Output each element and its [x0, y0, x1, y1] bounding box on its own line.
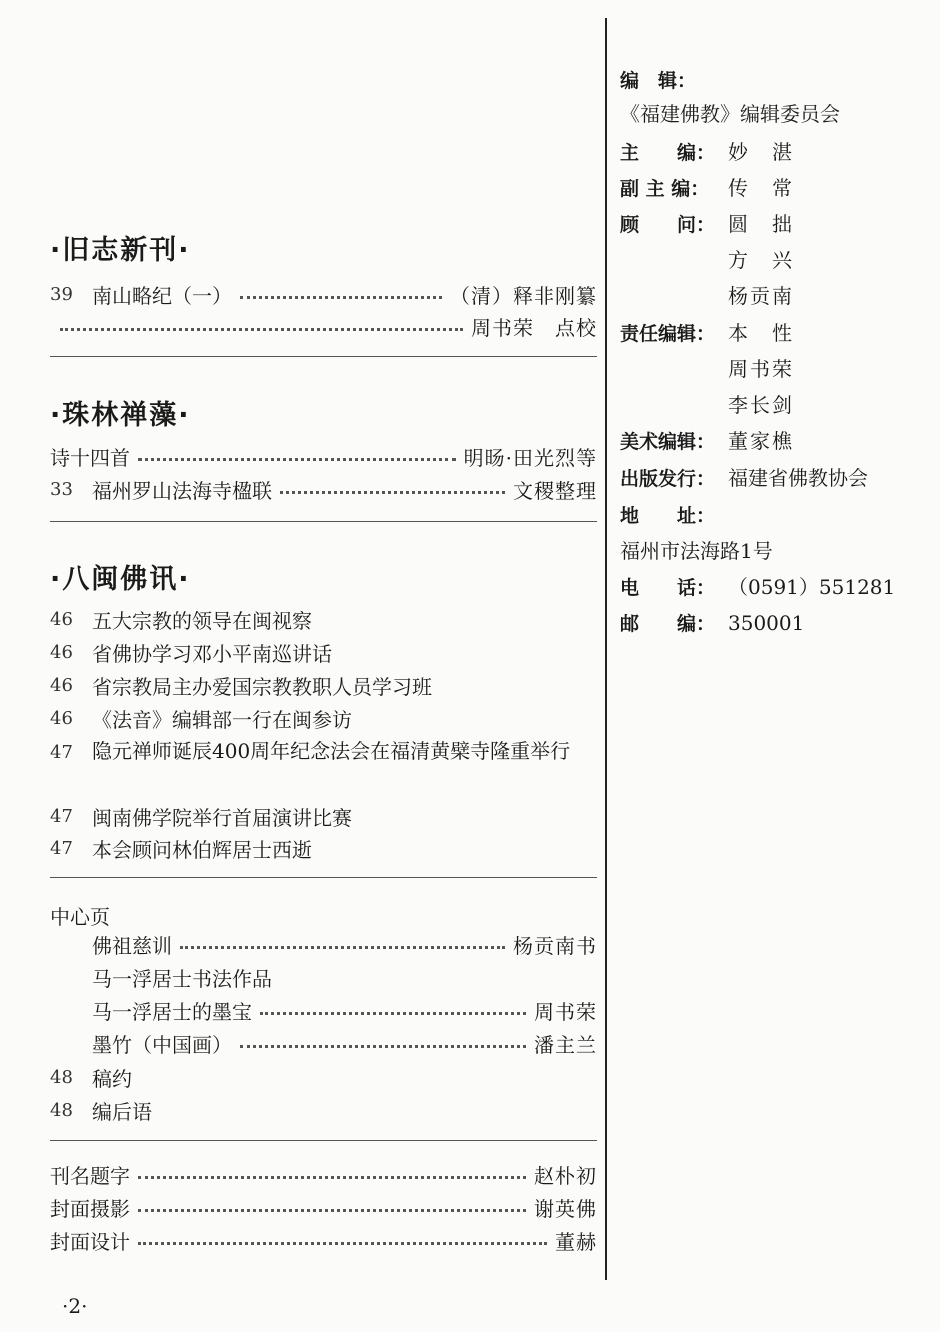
page-num: 46 [50, 608, 73, 630]
news-item [50, 637, 597, 667]
entry-title: 马一浮居士的墨宝 [92, 999, 252, 1024]
page-num: 47 [50, 837, 73, 859]
section-heading: ·旧志新刊· [50, 235, 191, 266]
zip-label: 邮 编： [620, 613, 716, 635]
entry-author: 潘主兰 [534, 1032, 597, 1057]
entry-title: 五大宗教的领导在闽视察 [92, 608, 312, 633]
toc-entry [50, 1062, 597, 1092]
entry-title: 编后语 [92, 1099, 152, 1124]
entry-title: 福州罗山法海寺楹联 [92, 478, 272, 503]
leader-dots [60, 328, 463, 331]
section-heading: ·珠林禅藻· [50, 400, 191, 431]
news-item [50, 833, 597, 863]
entry-title: 佛祖慈训 [92, 933, 172, 958]
divider [50, 877, 597, 878]
responsible-editor: 周书荣 [728, 357, 794, 381]
entry-title: 诗十四首 [50, 445, 130, 470]
deputy-editor: 传 常 [728, 176, 794, 200]
zip-code: 350001 [728, 611, 805, 635]
leader-dots [240, 296, 442, 299]
advisor-label: 顾 问： [620, 214, 716, 236]
entry-title: 刊名题字 [50, 1163, 130, 1188]
publisher-label: 出版发行： [620, 468, 716, 490]
responsible-editor-label: 责任编辑： [620, 323, 716, 345]
phone-label: 电 话： [620, 577, 716, 599]
page-num: 48 [50, 1099, 73, 1121]
toc-entry [50, 311, 597, 341]
phone: （0591）551281 [728, 575, 896, 599]
divider [50, 1140, 597, 1141]
credit-entry [50, 1159, 597, 1189]
page-number: ·2· [62, 1294, 88, 1318]
entry-title: 封面摄影 [50, 1196, 130, 1221]
entry-title: 封面设计 [50, 1229, 130, 1254]
toc-entry [50, 1095, 597, 1125]
leader-dots [180, 946, 505, 949]
entry-author: 文稷整理 [513, 478, 597, 503]
entry-title: 省佛协学习邓小平南巡讲话 [92, 641, 332, 666]
page-num: 46 [50, 641, 73, 663]
toc-entry [50, 279, 597, 309]
entry-author: （清）释非刚纂 [450, 283, 597, 308]
entry-title: 南山略纪（一） [92, 283, 232, 308]
editor-value: 《福建佛教》编辑委员会 [620, 102, 840, 126]
chief-editor: 妙 湛 [728, 140, 794, 164]
page-num: 46 [50, 674, 73, 696]
credit-entry [50, 1225, 597, 1255]
leader-dots [240, 1045, 526, 1048]
leader-dots [138, 1176, 526, 1179]
page-num: 47 [50, 805, 73, 827]
toc-entry [50, 1028, 597, 1058]
center-page-label: 中心页 [50, 905, 110, 929]
deputy-editor-label: 副 主 编： [620, 178, 710, 200]
divider [50, 521, 597, 522]
toc-entry [50, 474, 597, 504]
entry-author: 周书荣 点校 [471, 315, 597, 340]
responsible-editor: 李长剑 [728, 393, 794, 417]
news-item [50, 703, 597, 733]
art-editor: 董家樵 [728, 429, 794, 453]
advisor: 方 兴 [728, 248, 794, 272]
leader-dots [260, 1012, 526, 1015]
publisher: 福建省佛教协会 [728, 466, 868, 490]
entry-title: 隐元禅师诞辰400周年纪念法会在福清黄檗寺隆重举行 [92, 739, 571, 763]
column-divider [605, 18, 607, 1280]
entry-title: 《法音》编辑部一行在闽参访 [92, 707, 352, 732]
leader-dots [138, 1242, 547, 1245]
news-item [50, 670, 597, 700]
toc-entry [50, 929, 597, 959]
news-item [50, 734, 597, 770]
entry-title: 墨竹（中国画） [92, 1032, 232, 1057]
entry-author: 赵朴初 [534, 1163, 597, 1188]
advisor: 杨贡南 [728, 284, 794, 308]
entry-title: 马一浮居士书法作品 [92, 966, 272, 991]
entry-author: 杨贡南书 [513, 933, 597, 958]
leader-dots [138, 1209, 526, 1212]
entry-title: 省宗教局主办爱国宗教教职人员学习班 [92, 674, 432, 699]
page-num: 46 [50, 707, 73, 729]
toc-entry [50, 962, 597, 992]
page-num: 47 [50, 742, 73, 763]
leader-dots [138, 458, 456, 461]
divider [50, 356, 597, 357]
page-num: 39 [50, 283, 73, 305]
address-label: 地 址： [620, 505, 716, 527]
page-num: 33 [50, 478, 73, 500]
credit-entry [50, 1192, 597, 1222]
advisor: 圆 拙 [728, 212, 794, 236]
entry-title: 闽南佛学院举行首届演讲比赛 [92, 805, 352, 830]
responsible-editor: 本 性 [728, 321, 794, 345]
toc-entry [50, 441, 597, 471]
entry-author: 董赫 [555, 1229, 597, 1254]
chief-editor-label: 主 编： [620, 142, 716, 164]
leader-dots [280, 491, 505, 494]
news-item [50, 801, 597, 831]
address: 福州市法海路1号 [620, 539, 773, 563]
entry-author: 周书荣 [534, 999, 597, 1024]
toc-entry [50, 995, 597, 1025]
entry-author: 明旸·田光烈等 [463, 445, 597, 470]
news-item [50, 604, 597, 634]
section-heading: ·八闽佛讯· [50, 564, 191, 595]
art-editor-label: 美术编辑： [620, 431, 716, 453]
entry-author: 谢英佛 [534, 1196, 597, 1221]
page-num: 48 [50, 1066, 73, 1088]
entry-title: 本会顾问林伯辉居士西逝 [92, 837, 312, 862]
editor-label: 编 辑： [620, 70, 697, 92]
entry-title: 稿约 [92, 1066, 132, 1091]
